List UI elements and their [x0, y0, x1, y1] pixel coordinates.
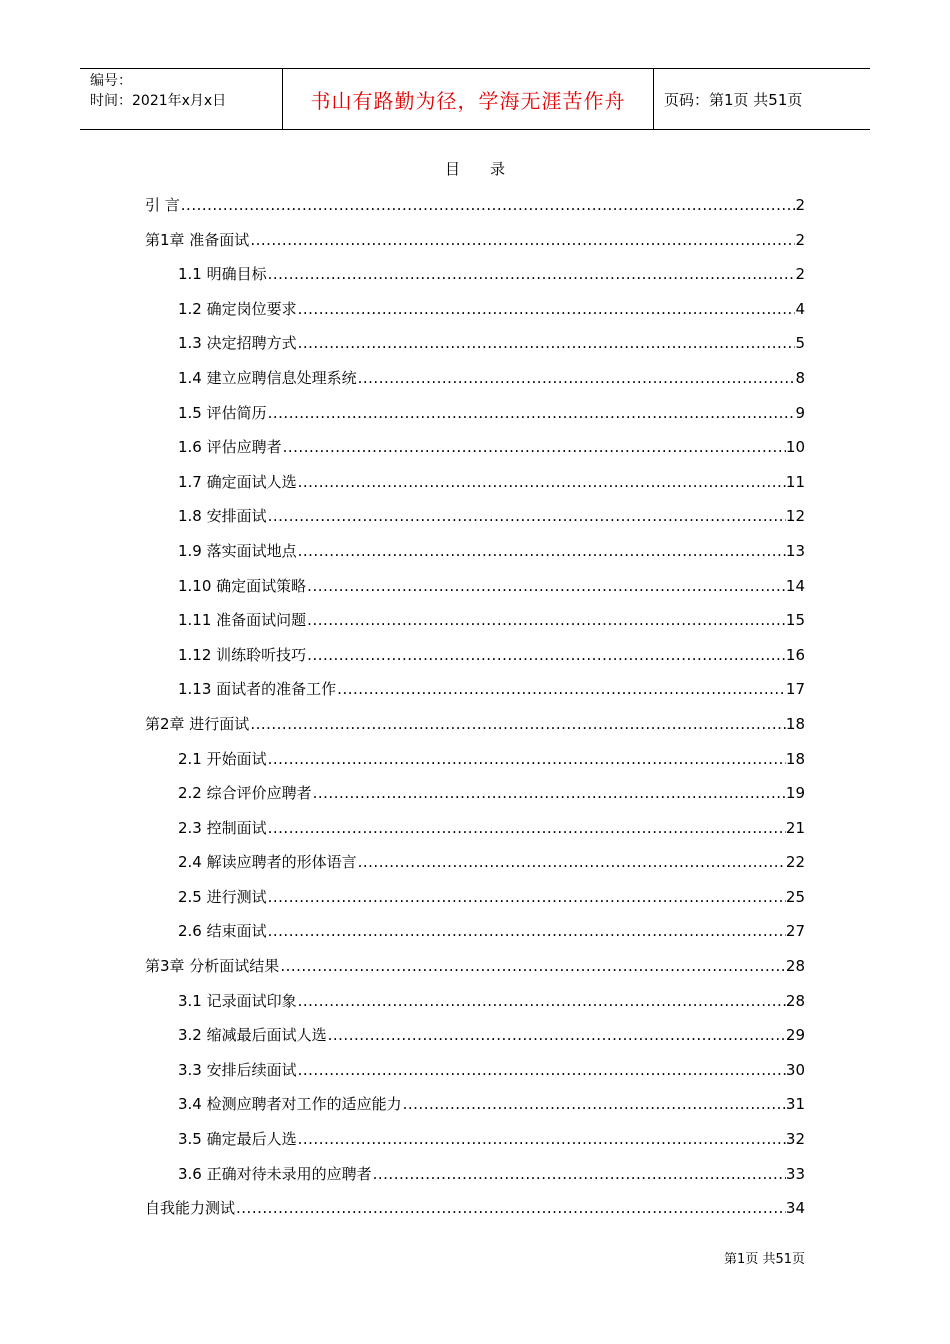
toc-entry[interactable] [145, 914, 805, 949]
toc-entry[interactable] [145, 845, 805, 880]
toc-dot-leader [297, 465, 786, 500]
toc-entry[interactable] [145, 1122, 805, 1157]
document-date: 时间：2021年x月x日 [90, 93, 227, 109]
toc-entry-page: 2 [795, 230, 805, 249]
toc-entry[interactable] [145, 534, 805, 569]
header-page-info: 页码：第1页 共51页 [664, 90, 803, 109]
toc-entry-page: 10 [785, 438, 805, 457]
toc-entry-page: 14 [785, 576, 805, 595]
toc-entry[interactable] [145, 603, 805, 638]
toc-entry[interactable] [145, 223, 805, 258]
toc-entry-page: 29 [785, 1026, 805, 1045]
toc-dot-leader [297, 326, 796, 361]
toc-dot-leader [180, 188, 796, 223]
table-of-contents [145, 188, 805, 1226]
toc-entry-page: 4 [795, 299, 805, 318]
toc-entry[interactable] [145, 1053, 805, 1088]
toc-entry-page: 16 [785, 645, 805, 664]
toc-entry-page: 2 [795, 265, 805, 284]
toc-dot-leader [267, 499, 786, 534]
toc-entry-page: 13 [785, 541, 805, 560]
toc-dot-leader [297, 1122, 786, 1157]
header-motto: 书山有路勤为径，学海无涯苦作舟 [282, 69, 654, 129]
toc-entry-page: 8 [795, 368, 805, 387]
toc-entry-page: 31 [785, 1095, 805, 1114]
toc-entry[interactable] [145, 257, 805, 292]
toc-dot-leader [235, 1191, 786, 1226]
toc-entry-label: 1.1 明确目标 [178, 265, 267, 284]
toc-entry-label: 引 言 [145, 196, 180, 214]
toc-entry-label: 1.11 准备面试问题 [178, 611, 307, 630]
toc-entry[interactable] [145, 707, 805, 742]
toc-entry[interactable] [145, 326, 805, 361]
toc-dot-leader [297, 292, 796, 327]
toc-entry-label: 1.6 评估应聘者 [178, 438, 282, 457]
toc-dot-leader [327, 1018, 786, 1053]
toc-entry-page: 28 [785, 991, 805, 1010]
toc-entry-label: 2.1 开始面试 [178, 749, 267, 768]
toc-entry[interactable] [145, 880, 805, 915]
toc-entry-page: 9 [795, 403, 805, 422]
toc-dot-leader [312, 776, 786, 811]
toc-dot-leader [297, 534, 786, 569]
toc-entry-label: 1.13 面试者的准备工作 [178, 680, 337, 699]
toc-entry-label: 第3章 分析面试结果 [145, 957, 280, 976]
toc-dot-leader [267, 880, 786, 915]
toc-entry-label: 3.1 记录面试印象 [178, 991, 297, 1010]
toc-dot-leader [249, 707, 786, 742]
page-footer: 第1页 共51页 [724, 1252, 805, 1267]
toc-entry-page: 19 [785, 784, 805, 803]
toc-dot-leader [267, 742, 786, 777]
toc-dot-leader [267, 257, 796, 292]
toc-entry[interactable] [145, 1018, 805, 1053]
toc-dot-leader [336, 672, 786, 707]
toc-entry-label: 1.4 建立应聘信息处理系统 [178, 368, 357, 387]
toc-dot-leader [297, 1053, 786, 1088]
toc-dot-leader [249, 223, 795, 258]
toc-entry-label: 第2章 进行面试 [145, 714, 250, 733]
toc-entry-label: 2.2 综合评价应聘者 [178, 784, 312, 803]
toc-entry-label: 1.2 确定岗位要求 [178, 299, 297, 318]
toc-entry-page: 28 [785, 957, 805, 976]
header-meta [80, 69, 282, 129]
toc-entry[interactable] [145, 569, 805, 604]
toc-entry-page: 21 [785, 818, 805, 837]
toc-entry[interactable] [145, 292, 805, 327]
toc-entry-page: 32 [785, 1130, 805, 1149]
toc-entry-label: 3.3 安排后续面试 [178, 1060, 297, 1079]
toc-entry-label: 3.5 确定最后人选 [178, 1130, 297, 1149]
toc-entry-label: 2.4 解读应聘者的形体语言 [178, 853, 357, 872]
toc-entry-label: 1.9 落实面试地点 [178, 541, 297, 560]
toc-entry-label: 1.5 评估简历 [178, 403, 267, 422]
toc-entry-label: 1.12 训练聆听技巧 [178, 645, 307, 664]
toc-entry-label: 自我能力测试 [145, 1199, 236, 1218]
toc-entry-label: 1.7 确定面试人选 [178, 472, 297, 491]
document-number: 编号： [90, 73, 132, 89]
toc-dot-leader [402, 1087, 786, 1122]
toc-dot-leader [279, 949, 786, 984]
toc-entry-page: 5 [795, 334, 805, 353]
toc-title: 目录 [444, 160, 535, 178]
toc-entry[interactable] [145, 396, 805, 431]
toc-dot-leader [297, 984, 786, 1019]
toc-entry[interactable] [145, 1157, 805, 1192]
toc-entry-label: 2.5 进行测试 [178, 887, 267, 906]
toc-entry-page: 25 [785, 887, 805, 906]
toc-entry[interactable] [145, 1087, 805, 1122]
toc-dot-leader [357, 845, 786, 880]
toc-entry[interactable] [145, 811, 805, 846]
toc-entry-page: 33 [785, 1164, 805, 1183]
toc-entry-page: 18 [785, 714, 805, 733]
toc-entry-label: 1.3 决定招聘方式 [178, 334, 297, 353]
toc-dot-leader [306, 638, 786, 673]
toc-entry-page: 15 [785, 611, 805, 630]
toc-dot-leader [267, 914, 786, 949]
toc-entry[interactable] [145, 361, 805, 396]
toc-entry-label: 3.2 缩减最后面试人选 [178, 1026, 327, 1045]
toc-entry[interactable] [145, 949, 805, 984]
toc-dot-leader [282, 430, 786, 465]
toc-entry-page: 30 [785, 1060, 805, 1079]
toc-entry[interactable] [145, 672, 805, 707]
toc-entry[interactable] [145, 776, 805, 811]
toc-entry-page: 17 [785, 680, 805, 699]
toc-entry-page: 11 [785, 472, 805, 491]
toc-entry[interactable] [145, 742, 805, 777]
toc-entry-page: 27 [785, 922, 805, 941]
toc-entry[interactable] [145, 499, 805, 534]
toc-entry-label: 2.6 结束面试 [178, 922, 267, 941]
toc-dot-leader [306, 603, 786, 638]
toc-dot-leader [267, 811, 786, 846]
toc-entry-page: 22 [785, 853, 805, 872]
toc-entry-page: 2 [795, 196, 805, 214]
toc-entry[interactable] [145, 638, 805, 673]
toc-entry[interactable] [145, 430, 805, 465]
toc-entry[interactable] [145, 465, 805, 500]
toc-entry-label: 1.8 安排面试 [178, 507, 267, 526]
toc-entry-label: 2.3 控制面试 [178, 818, 267, 837]
toc-entry[interactable] [145, 188, 805, 223]
toc-entry-label: 3.4 检测应聘者对工作的适应能力 [178, 1095, 402, 1114]
page-header [80, 68, 870, 130]
toc-dot-leader [267, 396, 796, 431]
toc-dot-leader [372, 1157, 786, 1192]
toc-entry-page: 34 [785, 1199, 805, 1218]
toc-entry-page: 12 [785, 507, 805, 526]
toc-entry-page: 18 [785, 749, 805, 768]
toc-dot-leader [357, 361, 796, 396]
toc-entry-label: 3.6 正确对待未录用的应聘者 [178, 1164, 372, 1183]
toc-dot-leader [306, 569, 786, 604]
toc-entry[interactable] [145, 984, 805, 1019]
toc-entry-label: 1.10 确定面试策略 [178, 576, 307, 595]
toc-entry[interactable] [145, 1191, 805, 1226]
toc-entry-label: 第1章 准备面试 [145, 230, 250, 249]
